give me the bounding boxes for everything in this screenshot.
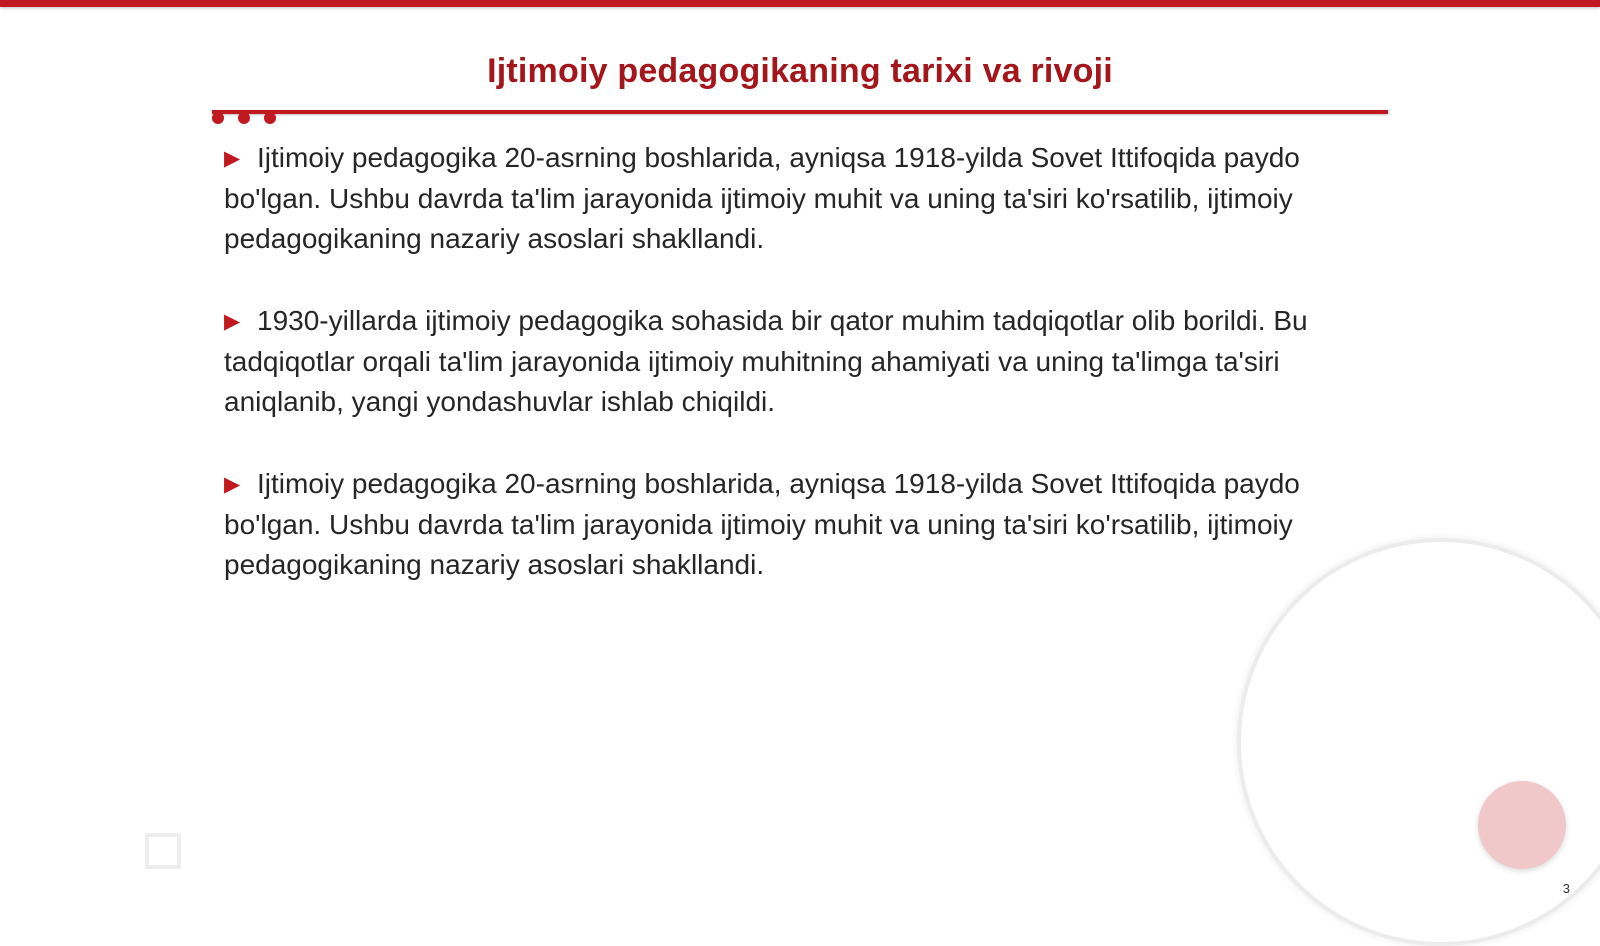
bullet-item <box>224 464 1374 585</box>
top-accent-bar <box>0 0 1600 7</box>
title-underline <box>212 110 1388 114</box>
triangle-bullet-icon: ▶ <box>224 147 241 170</box>
bullet-item <box>224 301 1374 422</box>
bullet-text: Ijtimoiy pedagogika 20-asrning boshlarida, ayniqsa 1918-yilda Sovet Ittifoqida paydo bo'lgan. Ushbu davrda ta'lim jarayonida ijtimoiy muhit va uning ta'siri ko'rsatilib, ijtimoiy pedagogikaning nazariy asoslari shakllandi. <box>224 142 1300 254</box>
triangle-bullet-icon: ▶ <box>224 473 241 496</box>
triangle-bullet-icon: ▶ <box>224 310 241 333</box>
decorative-dot <box>238 112 250 124</box>
bullet-text: Ijtimoiy pedagogika 20-asrning boshlarida, ayniqsa 1918-yilda Sovet Ittifoqida paydo bo'lgan. Ushbu davrda ta'lim jarayonida ijtimoiy muhit va uning ta'siri ko'rsatilib, ijtimoiy pedagogikaning nazariy asoslari shakllandi. <box>224 468 1300 580</box>
decorative-square <box>145 833 181 869</box>
decorative-dot <box>264 112 276 124</box>
page-number: 3 <box>1562 881 1570 896</box>
bullet-item <box>224 138 1374 259</box>
slide-title: Ijtimoiy pedagogikaning tarixi va rivoji <box>487 52 1113 90</box>
decorative-dot <box>212 112 224 124</box>
bullet-text: 1930-yillarda ijtimoiy pedagogika sohasida bir qator muhim tadqiqotlar olib borildi. Bu tadqiqotlar orqali ta'lim jarayonida ijtimoiy muhitning ahamiyati va uning ta'limga ta'siri aniqlanib, yangi yondashuvlar ishlab chiqildi. <box>224 305 1308 417</box>
decorative-pink-circle <box>1478 781 1566 869</box>
bullet-list <box>224 138 1374 627</box>
